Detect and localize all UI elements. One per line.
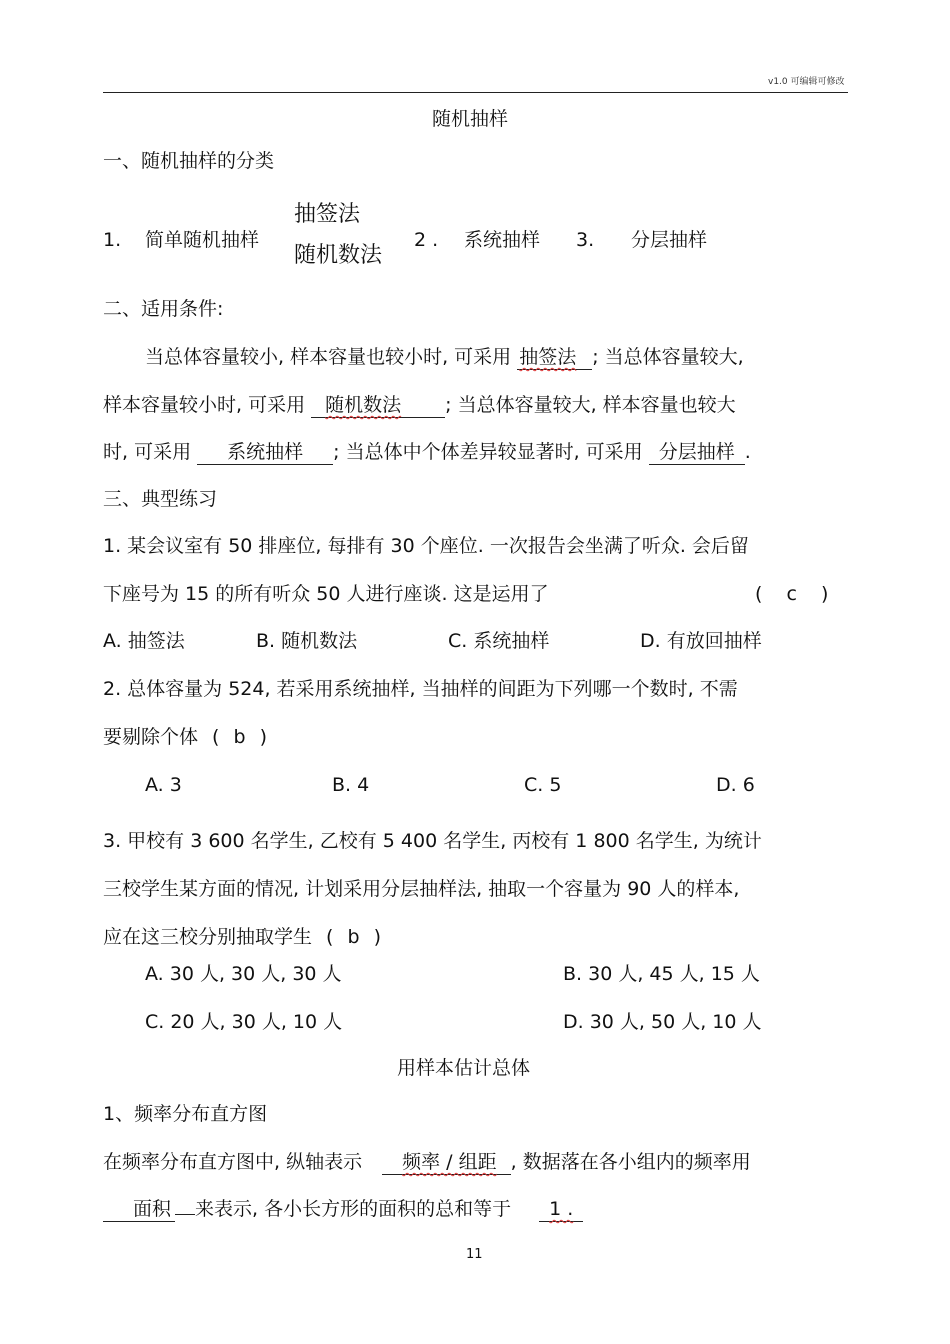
header-rule [103,92,848,93]
section-title-random-sampling: 随机抽样 [432,108,509,130]
q1-option-b: B. 随机数法 [256,630,358,652]
conditions-text: ; 当总体容量较大, 样本容量也较大 [445,394,736,416]
heading-practice: 三、典型练习 [103,488,218,510]
heading-conditions: 二、适用条件: [103,298,224,320]
histogram-line-2 [103,1200,583,1222]
page-number: 11 [466,1247,483,1262]
item-number-1: 1. [103,229,122,251]
question-1-line-2: 下座号为 15 的所有听众 50 人进行座谈. 这是运用了 [103,583,549,605]
q3-option-c: C. 20 人, 30 人, 10 人 [145,1011,343,1033]
simple-random-sampling: 简单随机抽样 [145,229,260,251]
conditions-text: 当总体容量较小, 样本容量也较小时, 可采用 [145,346,512,368]
answer-blank [382,1153,510,1175]
question-1-answer: ( c ) [755,583,829,605]
q1-option-d: D. 有放回抽样 [640,630,762,652]
item-number-3: 3. [576,229,595,251]
q3-option-d: D. 30 人, 50 人, 10 人 [563,1011,762,1033]
answer-blank [175,1212,195,1215]
answer-text: 随机数法 [325,394,402,416]
histogram-line-1 [103,1153,751,1175]
conditions-text: 时, 可采用 [103,441,192,463]
question-1-line-1: 1. 某会议室有 50 排座位, 每排有 30 个座位. 一次报告会坐满了听众. 会后留 [103,535,749,557]
answer-text: 频率 / 组距 [402,1151,497,1173]
question-3-line-1: 3. 甲校有 3 600 名学生, 乙校有 5 400 名学生, 丙校有 1 800 名学生, 为统计 [103,830,762,852]
q3-option-b: B. 30 人, 45 人, 15 人 [563,963,760,985]
answer-text: 面积 [133,1198,172,1220]
q2-option-c: C. 5 [524,774,562,796]
item-number-2: 2 . [414,229,439,251]
q2-option-b: B. 4 [332,774,370,796]
question-3-line-3: 应在这三校分别抽取学生 ( b ) [103,926,382,948]
q1-option-c: C. 系统抽样 [448,630,550,652]
answer-blank [197,443,333,465]
question-2-line-1: 2. 总体容量为 524, 若采用系统抽样, 当抽样的间距为下列哪一个数时, 不需 [103,678,738,700]
q3-option-a: A. 30 人, 30 人, 30 人 [145,963,342,985]
answer-text: 抽签法 [519,346,577,368]
answer-blank [103,1200,175,1222]
method-lottery: 抽签法 [294,202,361,227]
version-label: v1.0 可编辑可修改 [768,77,845,87]
question-2-line-2: 要剔除个体 ( b ) [103,726,268,748]
answer-text: 1 . [549,1198,574,1220]
histogram-text: , 数据落在各小组内的频率用 [510,1151,751,1173]
conditions-text: 样本容量较小时, 可采用 [103,394,306,416]
answer-text: 分层抽样 [658,441,735,463]
answer-blank [539,1200,583,1222]
conditions-line-2 [103,396,736,418]
section-title-estimation: 用样本估计总体 [397,1057,531,1079]
stratified-sampling: 分层抽样 [631,229,708,251]
histogram-text: 来表示, 各小长方形的面积的总和等于 [195,1198,512,1220]
conditions-text: ; 当总体容量较大, [592,346,744,368]
q1-option-a: A. 抽签法 [103,630,185,652]
answer-blank [311,396,445,418]
systematic-sampling: 系统抽样 [464,229,541,251]
heading-classification: 一、随机抽样的分类 [103,150,275,172]
answer-blank [517,348,592,370]
heading-histogram: 1、频率分布直方图 [103,1103,268,1125]
histogram-text: 在频率分布直方图中, 纵轴表示 [103,1151,363,1173]
question-3-line-2: 三校学生某方面的情况, 计划采用分层抽样法, 抽取一个容量为 90 人的样本, [103,878,740,900]
answer-blank [649,443,745,465]
answer-text: 系统抽样 [227,441,304,463]
conditions-line-1 [145,348,744,370]
conditions-text: ; 当总体中个体差异较显著时, 可采用 [333,441,643,463]
method-random-number: 随机数法 [294,243,383,268]
q2-option-a: A. 3 [145,774,182,796]
conditions-line-3 [103,443,751,465]
conditions-text: . [744,441,751,463]
q2-option-d: D. 6 [716,774,755,796]
